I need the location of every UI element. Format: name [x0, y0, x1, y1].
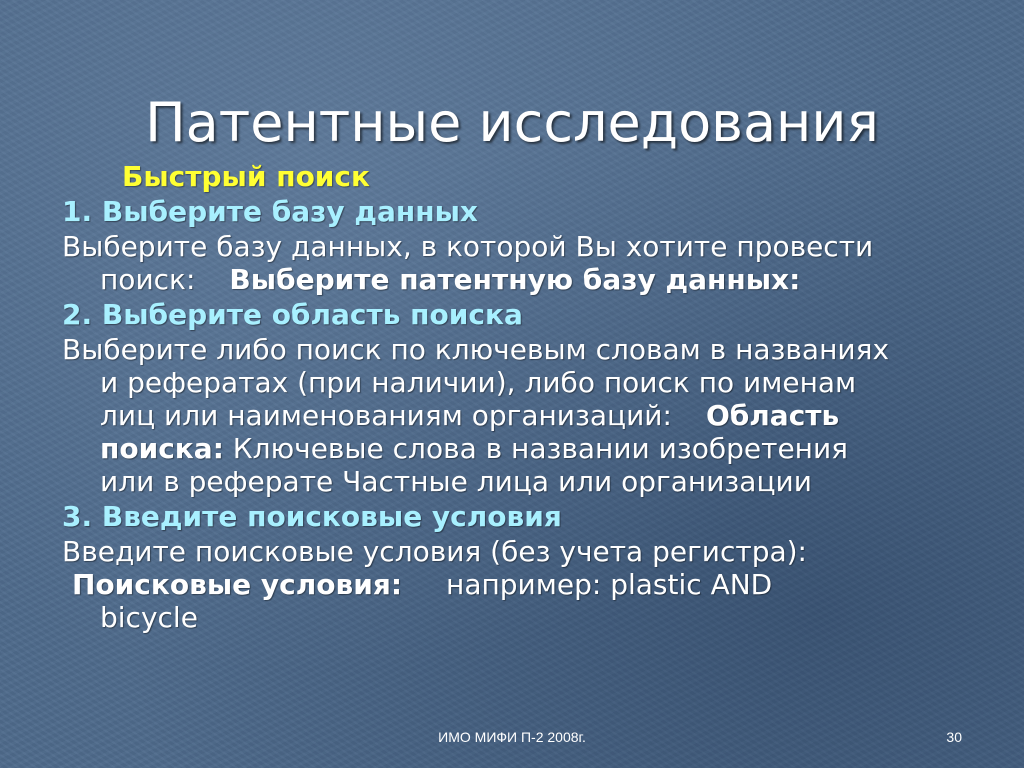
step3-line1: Введите поисковые условия (без учета регистра): — [62, 535, 807, 568]
slide-title: Патентные исследования — [145, 91, 879, 154]
step3-example-line1 — [62, 568, 962, 601]
step3-example-line2: bicycle — [100, 601, 198, 634]
step2-line4 — [62, 432, 962, 465]
step3-example-text: например: plastic AND — [446, 568, 773, 601]
step1-bold-text: Выберите патентную базу данных: — [229, 263, 801, 296]
step3-heading: 3. Введите поисковые условия — [62, 500, 562, 533]
slide-body — [62, 160, 962, 634]
step2-line1: Выберите либо поиск по ключевым словам в названиях — [62, 333, 890, 366]
step1-text-line1: Выберите базу данных, в которой Вы хотите провести — [62, 230, 874, 263]
step2-bold-area1: Область — [705, 399, 840, 432]
step2-line5: или в реферате Частные лица или организации — [100, 465, 812, 498]
step2-line4-rest: Ключевые слова в названии изобретения — [223, 432, 849, 465]
step2-line2: и рефератах (при наличии), либо поиск по именам — [100, 366, 857, 399]
step2-heading: 2. Выберите область поиска — [62, 298, 523, 331]
step1-heading: 1. Выберите базу данных — [62, 195, 478, 228]
step1-text-poisk: поиск: — [100, 263, 196, 296]
footer-center-text: ИМО МИФИ П-2 2008г. — [438, 729, 586, 745]
step2-bold-area2: поиска: — [100, 432, 224, 465]
step2-line3 — [62, 399, 962, 432]
step3-bold-label: Поисковые условия: — [72, 568, 403, 601]
page-number: 30 — [946, 729, 962, 745]
step1-text-line2 — [62, 263, 962, 296]
step2-line3-text: лиц или наименованиям организаций: — [100, 399, 672, 432]
subtitle: Быстрый поиск — [122, 160, 371, 193]
